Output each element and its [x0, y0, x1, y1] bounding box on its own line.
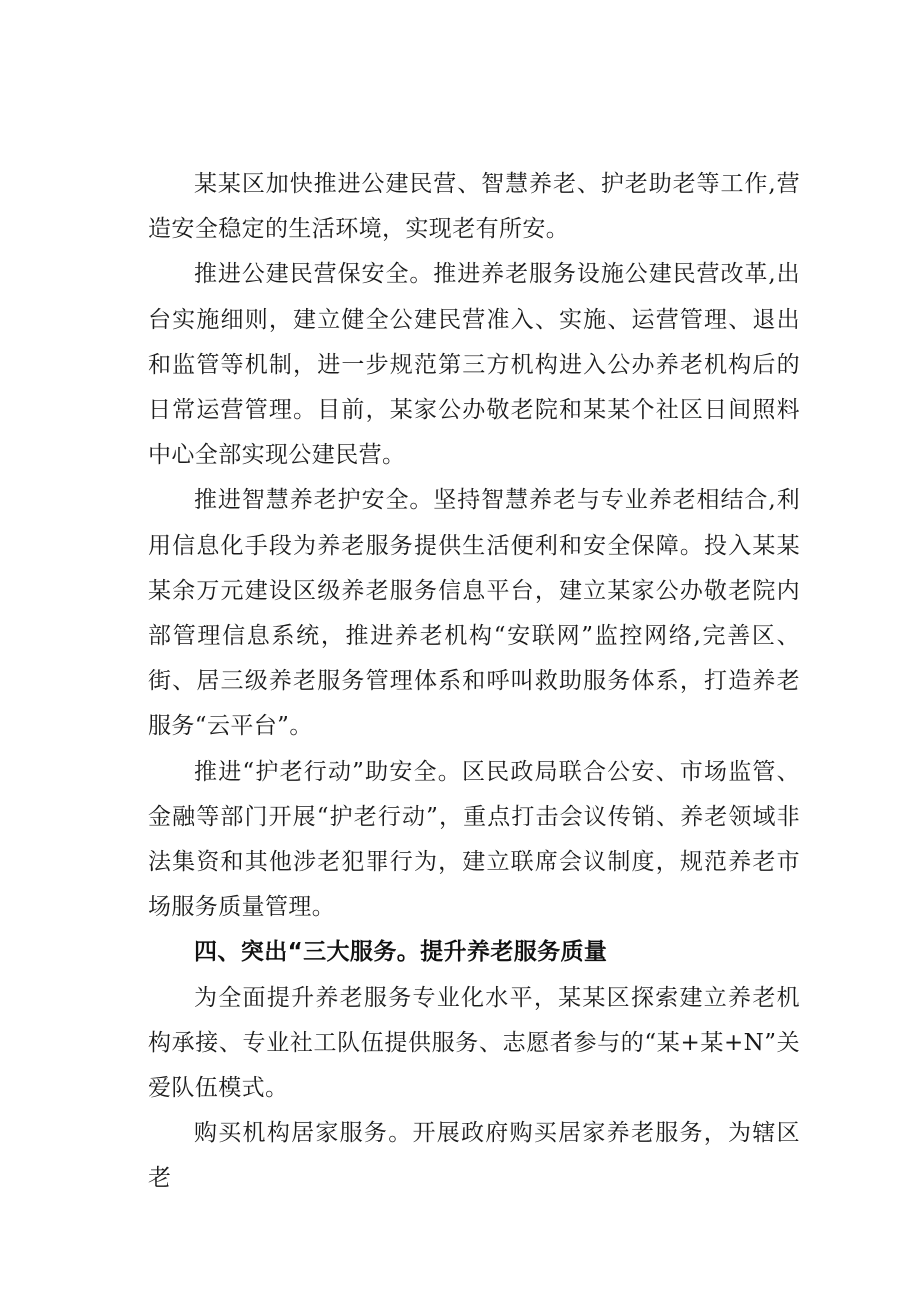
section-heading: 四、突出“三大服务。提升养老服务质量	[194, 939, 608, 966]
paragraph-purchase-service: 购买机构居家服务。开展政府购买居家养老服务，为辖区老	[148, 1120, 800, 1192]
paragraph-protect-elderly: 推进“护老行动”助安全。区民政局联合公安、市场监管、金融等部门开展“护老行动”，重点打击会议传销、养老领域非法集资和其他涉老犯罪行为，建立联席会议制度，规范养老市场服务质量管理。	[148, 758, 800, 921]
paragraph-intro: 某某区加快推进公建民营、智慧养老、护老助老等工作,营造安全稳定的生活环境，实现老有所安。	[148, 171, 800, 243]
paragraph-smart-elderly: 推进智慧养老护安全。坚持智慧养老与专业养老相结合,利用信息化手段为养老服务提供生活便利和安全保障。投入某某某余万元建设区级养老服务信息平台，建立某家公办敬老院内部管理信息系统，推进养老机构“安联网”监控网络,完善区、街、居三级养老服务管理体系和呼叫救助服务体系，打造养老服务“云平台”。	[148, 487, 800, 740]
paragraph-service-intro: 为全面提升养老服务专业化水平，某某区探索建立养老机构承接、专业社工队伍提供服务、志愿者参与的“某+某+N”关爱队伍模式。	[148, 984, 800, 1102]
paragraph-public-private: 推进公建民营保安全。推进养老服务设施公建民营改革,出台实施细则，建立健全公建民营准入、实施、运营管理、退出和监管等机制，进一步规范第三方机构进入公办养老机构后的日常运营管理。目前，某家公办敬老院和某某个社区日间照料中心全部实现公建民营。	[148, 261, 800, 469]
document-body	[148, 162, 800, 1202]
